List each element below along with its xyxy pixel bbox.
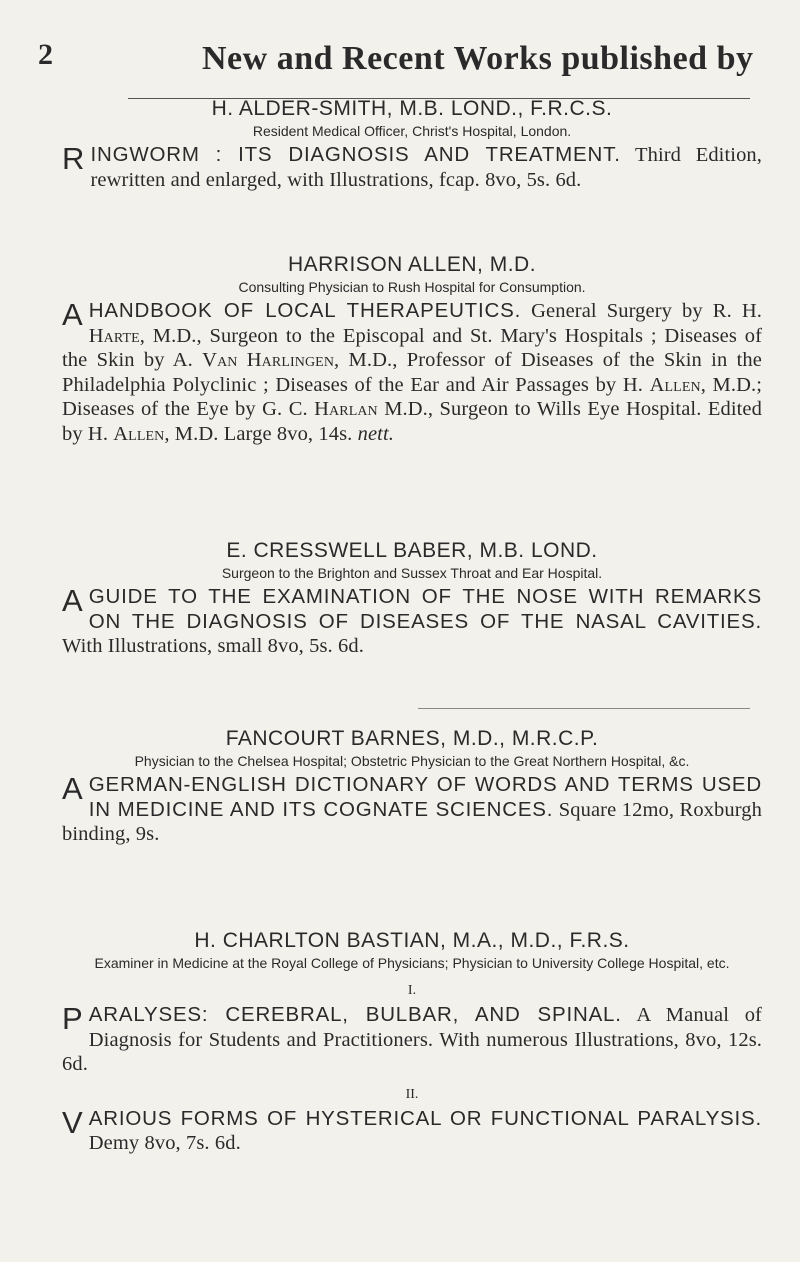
- work-number: I.: [407, 983, 417, 998]
- person-name: Van Harlingen: [202, 349, 335, 371]
- work-title: ARIOUS FORMS OF HYSTERICAL OR FUNCTIONAL PARALYSIS.: [88, 1106, 762, 1130]
- author-name: H. CHARLTON BASTIAN, M.A., M.D., F.R.S.: [194, 929, 630, 952]
- work-description: [62, 773, 762, 847]
- work-details: , M.D.; Diseases of the Eye by G. C.: [62, 373, 762, 420]
- section-rule: [418, 708, 750, 709]
- work-details: Square 12mo, Roxburgh binding, 9s.: [62, 798, 762, 845]
- work-description: [62, 585, 762, 659]
- work-description: [62, 1104, 762, 1156]
- price-note: nett.: [357, 422, 394, 445]
- work-title: INGWORM : ITS DIAGNOSIS AND TREATMENT.: [90, 143, 621, 166]
- work-details: , M.D., Surgeon to the Episcopal and St. Mary's Hospitals ; Diseases of the Skin by A.: [62, 324, 762, 371]
- initial-letter: A: [62, 297, 83, 332]
- running-title: New and Recent Works published by: [202, 40, 754, 77]
- work-details: With Illustrations, small 8vo, 5s. 6d.: [62, 635, 364, 657]
- initial-letter: R: [62, 141, 85, 176]
- author-name: H. ALDER-SMITH, M.B. LOND., F.R.C.S.: [211, 97, 613, 120]
- person-name: Harlan: [314, 398, 378, 420]
- work-title: GUIDE TO THE EXAMINATION OF THE NOSE WITH REMARKS ON THE DIAGNOSIS OF DISEASES OF THE NASAL CAVITIES.: [88, 585, 762, 633]
- work-description: [62, 143, 762, 192]
- work-title: HANDBOOK OF LOCAL THERAPEUTICS.: [88, 299, 522, 322]
- author-name: HARRISON ALLEN, M.D.: [287, 253, 537, 276]
- work-details: , M.D., Professor of Diseases of the Skin in the Philadelphia Polyclinic ; Diseases of the Ear and Air Passages by H.: [62, 349, 762, 396]
- author-position: Examiner in Medicine at the Royal College of Physicians; Physician to University College Hospital, etc.: [94, 955, 730, 971]
- initial-letter: V: [62, 1104, 83, 1140]
- work-number: II.: [405, 1086, 419, 1102]
- entry-allen: [62, 252, 762, 446]
- work-details: Third Edition, rewritten and enlarged, with Illustrations, fcap. 8vo, 5s. 6d.: [90, 144, 762, 191]
- entry-baber: [62, 538, 762, 659]
- work-details: M.D., Surgeon to Wills Eye Hospital. Edited by H.: [62, 398, 762, 445]
- work-details: A Manual of Diagnosis for Students and Practitioners. With numerous Illustrations, 8vo, 12s. 6d.: [62, 1004, 762, 1075]
- author-position: Resident Medical Officer, Christ's Hospital, London.: [252, 123, 572, 139]
- page-number: 2: [38, 38, 53, 71]
- initial-letter: A: [62, 771, 83, 806]
- work-description: [62, 299, 762, 446]
- work-description: [62, 1003, 762, 1077]
- work-details: General Surgery by R. H.: [521, 300, 762, 322]
- entry-alder-smith: [62, 96, 762, 192]
- entry-barnes: [62, 726, 762, 847]
- person-name: Allen: [649, 373, 701, 396]
- page-header: [0, 28, 800, 78]
- initial-letter: P: [62, 1001, 83, 1036]
- work-title: GERMAN-ENGLISH DICTIONARY OF WORDS AND TERMS USED IN MEDICINE AND ITS COGNATE SCIENCES.: [88, 773, 762, 821]
- entry-bastian: [62, 928, 762, 1156]
- work-title: ARALYSES: CEREBRAL, BULBAR, AND SPINAL.: [88, 1003, 622, 1026]
- author-name: FANCOURT BARNES, M.D., M.R.C.P.: [225, 727, 599, 750]
- work-details: , M.D. Large 8vo, 14s.: [164, 422, 358, 445]
- person-name: Allen: [113, 422, 165, 445]
- work-details: Demy 8vo, 7s. 6d.: [88, 1132, 241, 1154]
- author-name: E. CRESSWELL BABER, M.B. LOND.: [226, 539, 598, 562]
- initial-letter: A: [62, 583, 83, 618]
- author-position: Surgeon to the Brighton and Sussex Throat and Ear Hospital.: [221, 565, 603, 581]
- author-position: Consulting Physician to Rush Hospital for Consumption.: [238, 279, 586, 295]
- person-name: Harte: [88, 324, 140, 347]
- author-position: Physician to the Chelsea Hospital; Obstetric Physician to the Great Northern Hospital, &c.: [134, 753, 690, 769]
